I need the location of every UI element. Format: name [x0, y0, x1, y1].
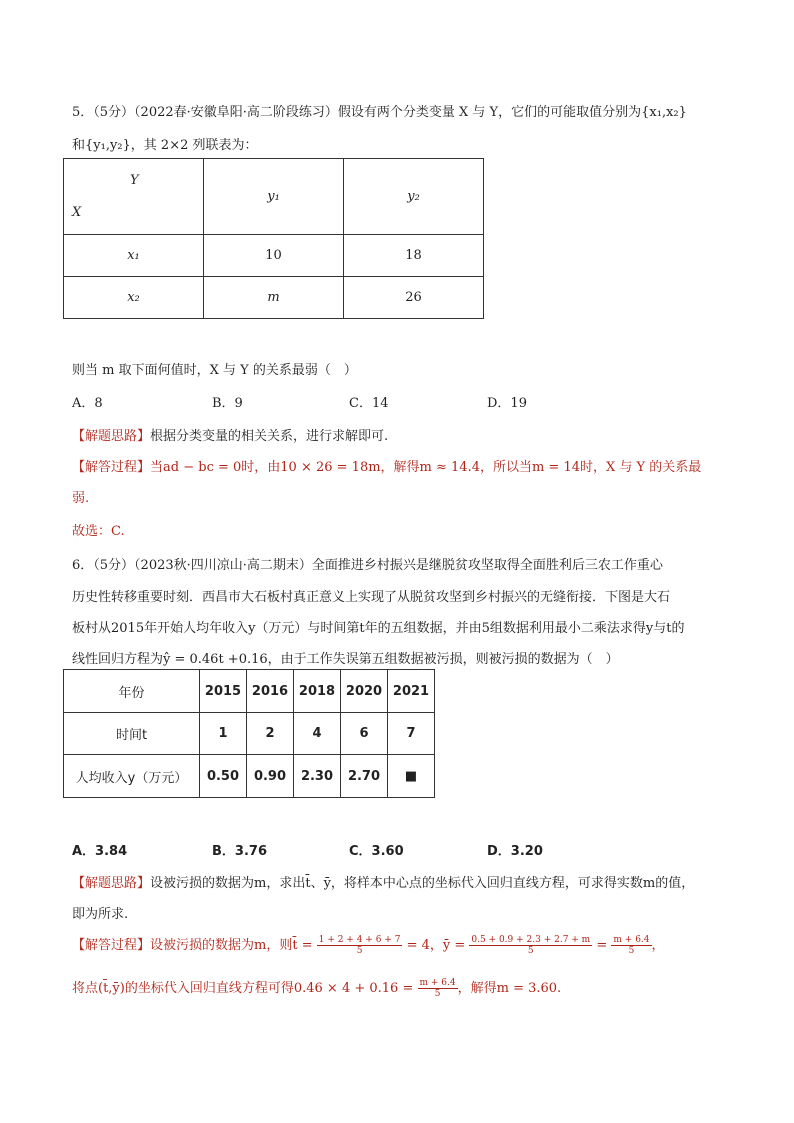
- process-text: 设被污损的数据为m，则t̄ =: [150, 938, 313, 953]
- q6-option-b: B．3.76: [212, 844, 267, 859]
- hint-tag: 【解题思路】: [72, 876, 151, 891]
- q6-hint-line2: 即为所求.: [72, 907, 129, 922]
- q5-option-a: A．8: [72, 396, 103, 411]
- table-cell: 2018: [294, 670, 341, 713]
- q6-stem-line4: 线性回归方程为ŷ = 0.46t +0.16，由于工作失误第五组数据被污损，则被污损的数据为（ ）: [72, 652, 619, 667]
- process-text: ，解得m = 3.60.: [457, 981, 562, 996]
- hint-text: 根据分类变量的相关关系，进行求解即可.: [150, 429, 389, 444]
- table-cell: 2021: [388, 670, 435, 713]
- q6-data-table: [63, 669, 435, 798]
- denominator: 5: [434, 989, 441, 999]
- fraction-substitution: [418, 978, 458, 999]
- table-cell: 1: [200, 713, 247, 755]
- header-y1: y₁: [204, 159, 344, 235]
- hint-text: 设被污损的数据为m，求出t̄、ȳ，将样本中心点的坐标代入回归直线方程，可求得实数m的值，: [150, 876, 695, 891]
- row-label: x₁: [64, 235, 204, 277]
- process-text: 将点(t̄,ȳ)的坐标代入回归直线方程可得0.46 × 4 + 0.16 =: [72, 981, 414, 996]
- stained-cell: ■: [388, 755, 435, 798]
- table-cell: 2015: [200, 670, 247, 713]
- table-cell: 2.70: [341, 755, 388, 798]
- q6-process-line1: [72, 935, 665, 957]
- header-y: Y: [130, 173, 139, 188]
- table-cell: 4: [294, 713, 341, 755]
- q6-option-a: A．3.84: [72, 844, 128, 859]
- q5-process-line1: [72, 456, 701, 475]
- table-cell: 2.30: [294, 755, 341, 798]
- q5-question: 则当 m 取下面何值时，X 与 Y 的关系最弱（ ）: [72, 363, 357, 378]
- table-row: [64, 235, 484, 277]
- table-cell: 2: [247, 713, 294, 755]
- denominator: 5: [628, 946, 635, 956]
- q6-hint-line1: [72, 872, 694, 891]
- table-cell: 7: [388, 713, 435, 755]
- header-x: X: [72, 205, 82, 220]
- table-corner-cell: [64, 159, 204, 235]
- numerator: 1 + 2 + 4 + 6 + 7: [318, 935, 401, 945]
- table-row: [64, 670, 435, 713]
- numerator: m + 6.4: [419, 978, 456, 988]
- table-cell: 18: [344, 235, 484, 277]
- q5-process-line2: 弱.: [72, 491, 90, 506]
- q5-stem-line1: 5．（5分）（2022春·安徽阜阳·高二阶段练习）假设有两个分类变量 X 与 Y，它们的可能取值分别为{x₁,x₂}: [72, 105, 687, 120]
- q5-answer: 故选：C.: [72, 524, 125, 539]
- row-label: 时间t: [64, 713, 200, 755]
- denominator: 5: [527, 946, 534, 956]
- table-row: [64, 755, 435, 798]
- q5-stem-line2: 和{y₁,y₂}，其 2×2 列联表为：: [72, 138, 258, 153]
- table-cell: 2016: [247, 670, 294, 713]
- process-text: 当ad − bc = 0时，由10 × 26 = 18m，解得m ≈ 14.4，所以当m = 14时，X 与 Y 的关系最: [150, 460, 702, 475]
- table-cell: 0.90: [247, 755, 294, 798]
- q6-process-line2: [72, 978, 561, 1000]
- q6-option-d: D．3.20: [487, 844, 543, 859]
- numerator: m + 6.4: [613, 935, 650, 945]
- row-label: x₂: [64, 277, 204, 319]
- table-cell: 10: [204, 235, 344, 277]
- fraction-y-mean: [469, 935, 592, 956]
- process-tag: 【解答过程】: [72, 938, 151, 953]
- q6-stem-line3: 板村从2015年开始人均年收入y（万元）与时间第t年的五组数据，并由5组数据利用最小二乘法求得y与t的: [72, 621, 685, 636]
- numerator: 0.5 + 0.9 + 2.3 + 2.7 + m: [471, 935, 591, 945]
- q5-contingency-table: [63, 158, 484, 319]
- hint-tag: 【解题思路】: [72, 429, 151, 444]
- table-row: [64, 713, 435, 755]
- table-row: [64, 277, 484, 319]
- table-cell: 6: [341, 713, 388, 755]
- table-cell: 26: [344, 277, 484, 319]
- process-tag: 【解答过程】: [72, 460, 151, 475]
- q5-option-d: D．19: [487, 396, 527, 411]
- q6-option-c: C．3.60: [349, 844, 404, 859]
- q5-option-c: C．14: [349, 396, 389, 411]
- row-label: 人均收入y（万元）: [64, 755, 200, 798]
- header-y2: y₂: [344, 159, 484, 235]
- row-label: 年份: [64, 670, 200, 713]
- fraction-t-mean: [317, 935, 403, 956]
- denominator: 5: [356, 946, 363, 956]
- fraction-y-mean-simplified: [611, 935, 651, 956]
- process-text: = 4，ȳ =: [406, 938, 466, 953]
- process-text: ，: [651, 938, 665, 953]
- q5-hint: [72, 425, 388, 444]
- table-cell: 0.50: [200, 755, 247, 798]
- q6-stem-line2: 历史性转移重要时刻．西昌市大石板村真正意义上实现了从脱贫攻坚到乡村振兴的无缝衔接．下图是大石: [72, 590, 671, 605]
- q5-option-b: B．9: [212, 396, 243, 411]
- q6-stem-line1: 6．（5分）（2023秋·四川凉山·高二期末）全面推进乡村振兴是继脱贫攻坚取得全面胜利后三农工作重心: [72, 558, 663, 573]
- table-cell: 2020: [341, 670, 388, 713]
- process-text: =: [596, 938, 608, 953]
- table-cell: m: [204, 277, 344, 319]
